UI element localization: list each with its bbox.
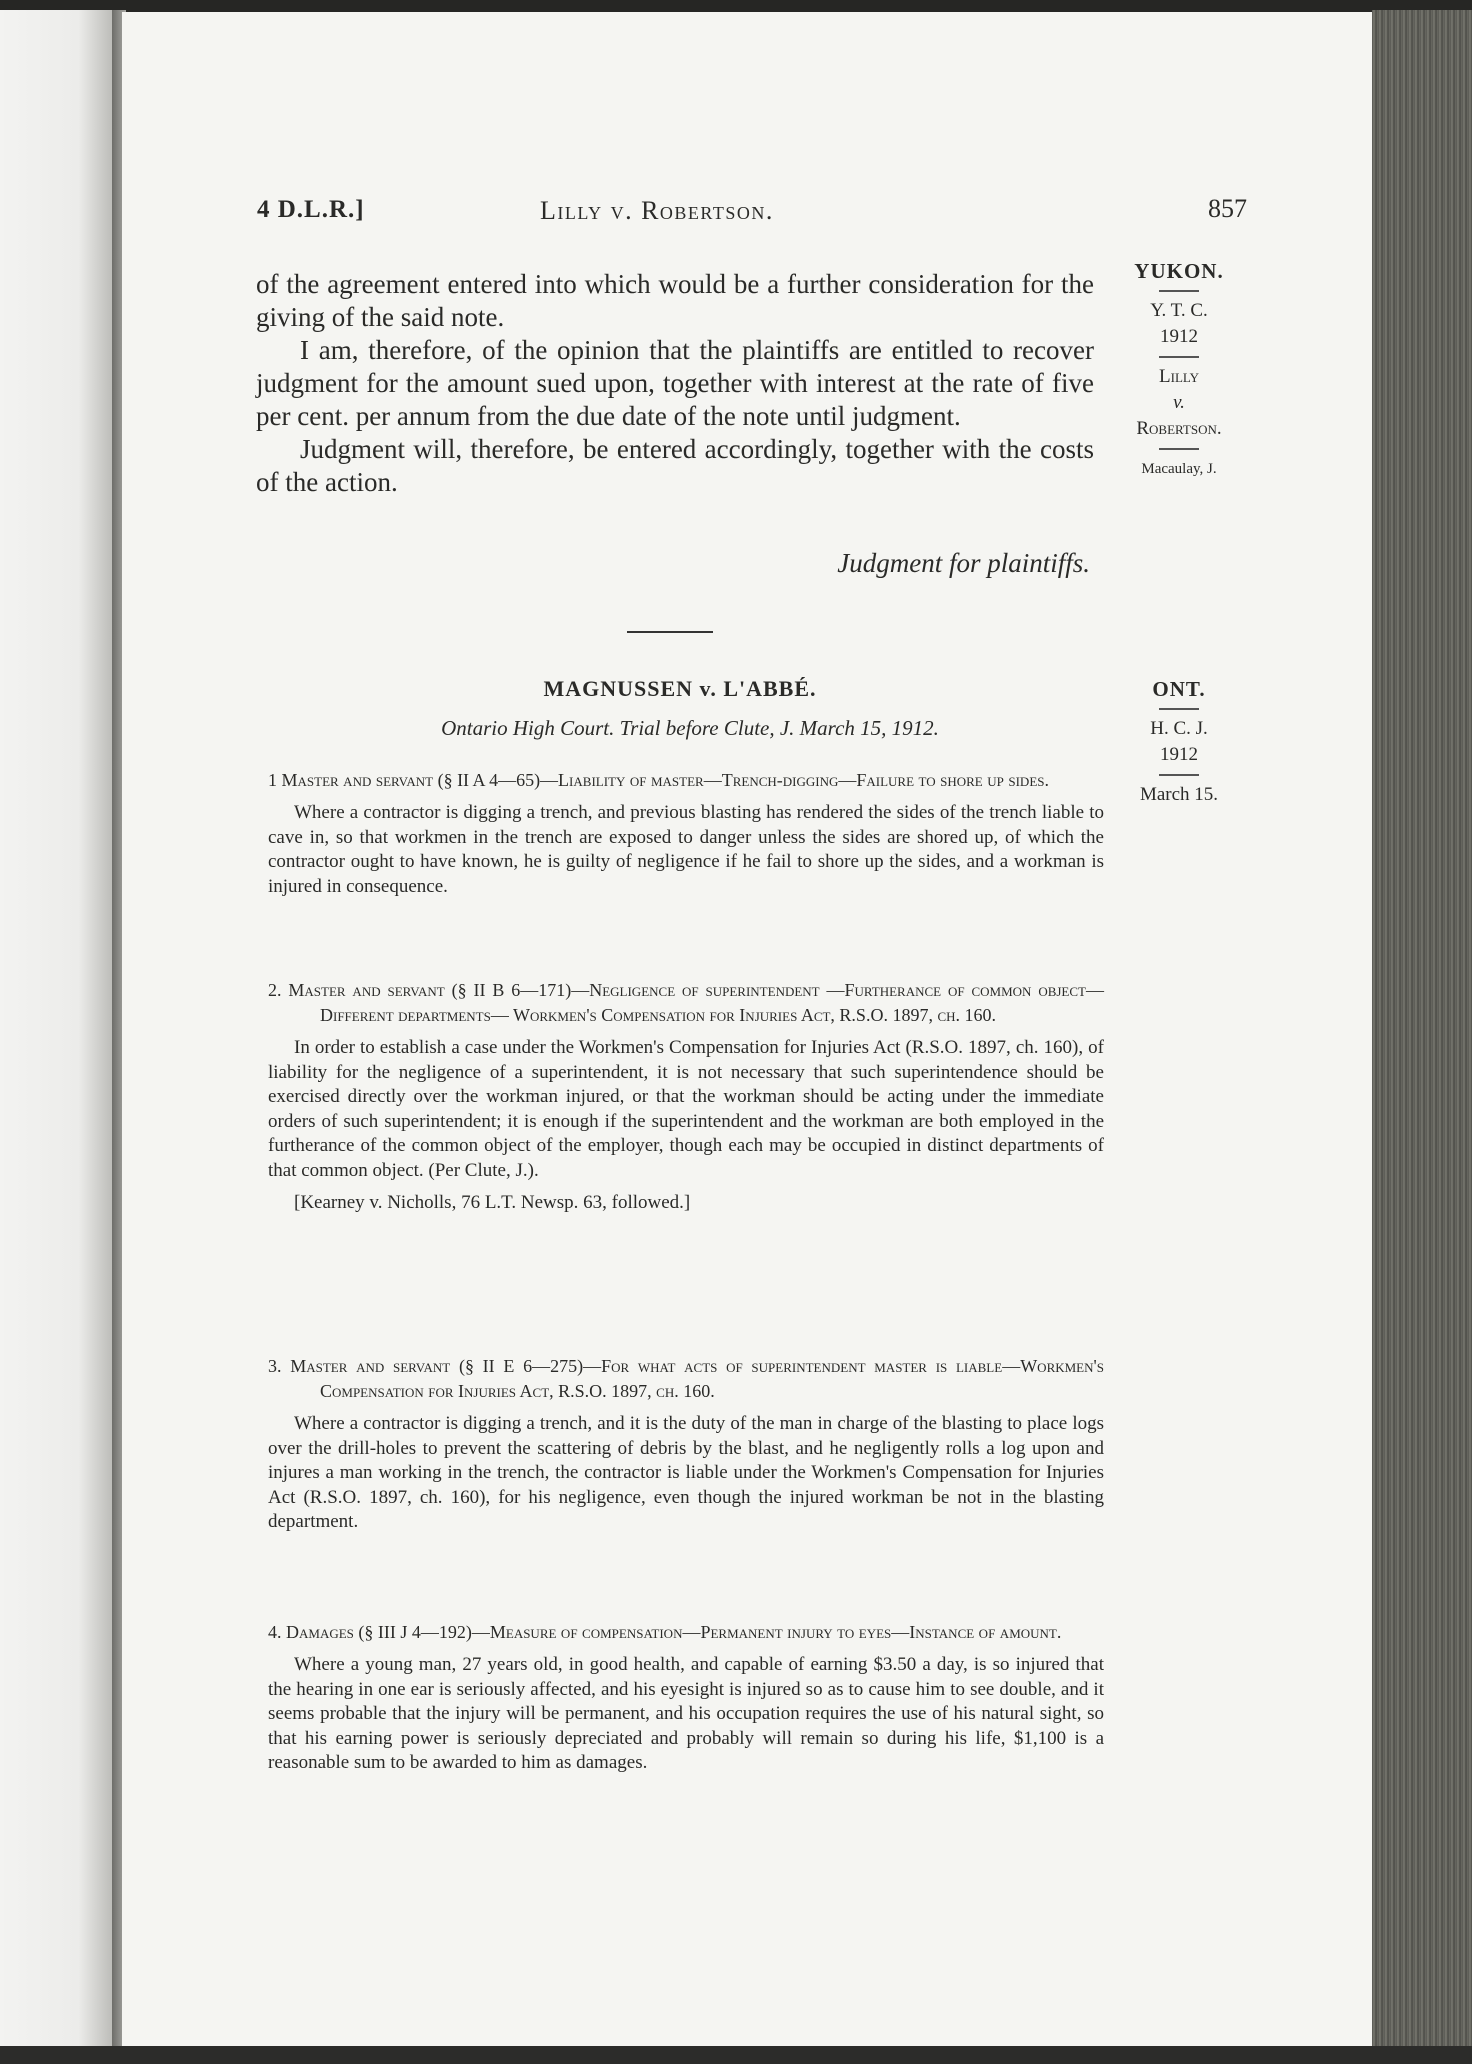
sidebar-rule <box>1159 708 1199 710</box>
facing-page-edge <box>0 10 112 2050</box>
running-head-volume: 4 D.L.R.] <box>257 196 365 223</box>
court-line: Ontario High Court. Trial before Clute, J. March 15, 1912. <box>441 716 939 740</box>
sidebar-jurisdiction: YUKON. <box>1134 259 1224 283</box>
paragraph: Judgment will, therefore, be entered accordingly, together with the costs of the action. <box>256 434 1094 497</box>
judgment-signoff: Judgment for plaintiffs. <box>837 548 1090 578</box>
headnote-body: Where a contractor is digging a trench, and previous blasting has rendered the sides of the trench liable to cave in, so that workmen in the trench are exposed to danger unless the sides are shored up, of which the contractor ought to have known, he is guilty of negligence if he fail to shore up the sides, and a workman is injured in consequence. <box>268 802 1104 897</box>
headnote-1 <box>268 768 1104 899</box>
sidebar-ont <box>1118 676 1240 808</box>
sidebar-court: H. C. J. <box>1150 718 1208 739</box>
headnote-heading: 1 Master and servant (§ II A 4—65)—Liability of master—Trench-digging—Failure to shore up sides. <box>268 770 1049 790</box>
sidebar-year: 1912 <box>1160 744 1198 765</box>
headnote-heading: 4. Damages (§ III J 4—192)—Measure of compensation—Permanent injury to eyes—Instance of amount. <box>268 1622 1062 1642</box>
headnote-body: Where a young man, 27 years old, in good health, and capable of earning $3.50 a day, is so injured that the hearing in one ear is seriously affected, and his eyesight is injured so as to cause him to see double, and it seems probable that the injury will be permanent, and his occupation requires the use of his natural sight, so that his earning power is seriously depreciated and probably will remain so during his life, $1,100 is a reasonable sum to be awarded to him as damages. <box>268 1654 1104 1773</box>
sidebar-judge: Macaulay, J. <box>1141 461 1217 477</box>
sidebar-rule <box>1159 448 1199 450</box>
sidebar-date: March 15. <box>1139 784 1219 805</box>
sidebar-yukon <box>1118 258 1240 482</box>
sidebar-versus: v. <box>1173 392 1185 413</box>
sidebar-jurisdiction: ONT. <box>1152 677 1206 701</box>
sidebar-year: 1912 <box>1160 326 1198 347</box>
sidebar-rule <box>1159 290 1199 292</box>
sidebar-court: Y. T. C. <box>1150 300 1208 321</box>
headnote-heading: 3. Master and servant (§ II E 6—275)—For what acts of superintendent master is liable—Workmen's Compensation for Injuries Act, R.S.O. 1897, ch. 160. <box>268 1356 1104 1401</box>
headnote-2 <box>268 978 1104 1216</box>
headnote-3 <box>268 1354 1104 1535</box>
sidebar-rule <box>1159 356 1199 358</box>
headnote-citation: [Kearney v. Nicholls, 76 L.T. Newsp. 63, followed.] <box>294 1192 691 1213</box>
headnote-heading: 2. Master and servant (§ II B 6—171)—Negligence of superintendent —Furtherance of common object—Different departments— Workmen's Compensation for Injuries Act, R.S.O. 1897, ch. 160. <box>268 980 1104 1025</box>
page-number: 857 <box>1208 194 1247 223</box>
sidebar-party1: Lilly <box>1159 366 1199 387</box>
scan-border-bottom <box>0 2046 1472 2064</box>
headnote-4 <box>268 1620 1104 1776</box>
judgment-text <box>256 268 1094 499</box>
headnote-body: Where a contractor is digging a trench, and it is the duty of the man in charge of the blasting to place logs over the drill-holes to prevent the scattering of debris by the blast, and he negligently rolls a log upon and injures a man working in the trench, the contractor is liable under the Workmen's Compensation for Injuries Act (R.S.O. 1897, ch. 160), for his negligence, even though the injured workman be not in the blasting department. <box>268 1413 1104 1532</box>
case-title: MAGNUSSEN v. L'ABBÉ. <box>543 676 817 701</box>
sidebar-rule <box>1159 774 1199 776</box>
paragraph: of the agreement entered into which would be a further consideration for the giving of the said note. <box>256 269 1094 332</box>
page-stack-edge <box>1372 10 1472 2050</box>
headnote-body: In order to establish a case under the Workmen's Compensation for Injuries Act (R.S.O. 1897, ch. 160), of liability for the negligence of a superintendent, it is not necessary that such superintendence should be exercised directly over the workman injured, or that the workman should be acting under the immediate orders of such superintendent; it is enough if the superintendent and the workman are both employed in the furtherance of the common object of the employer, though each may be occupied in distinct departments of that common object. (Per Clute, J.). <box>268 1037 1104 1181</box>
paragraph: I am, therefore, of the opinion that the plaintiffs are entitled to recover judgment for the amount sued upon, together with interest at the rate of five per cent. per annum from the due date of the note until judgment. <box>256 335 1094 431</box>
section-separator <box>627 631 713 633</box>
running-head-title: Lilly v. Robertson. <box>540 196 774 225</box>
sidebar-party2: Robertson. <box>1136 418 1222 439</box>
